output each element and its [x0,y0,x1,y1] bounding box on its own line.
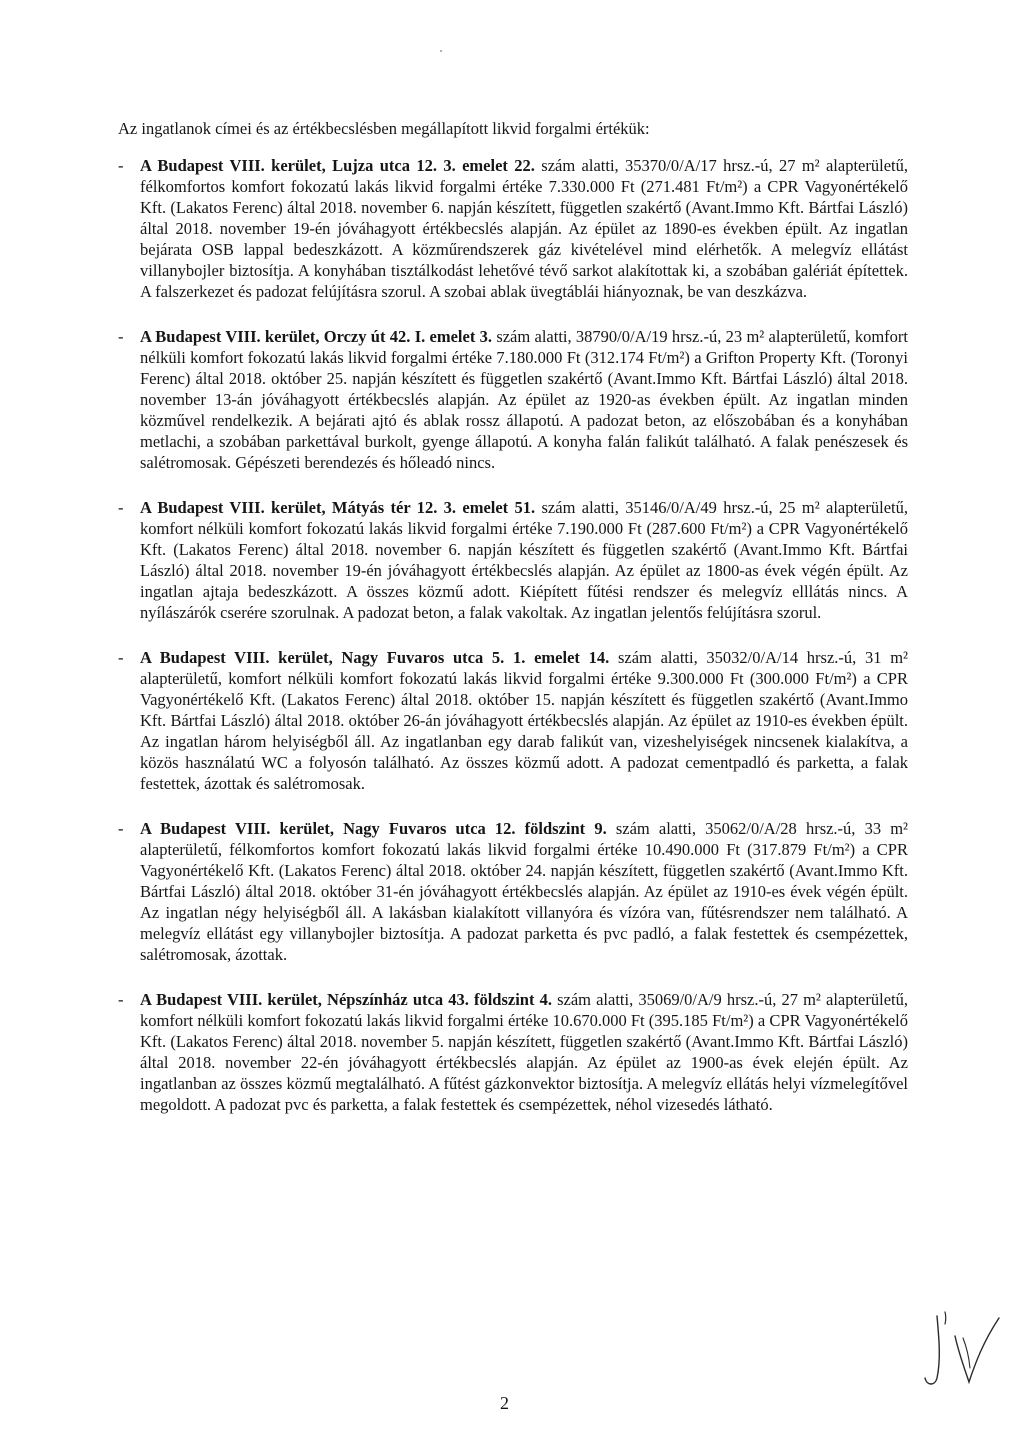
list-dash: - [118,498,124,517]
property-entry-nepszinhaz [118,989,908,1115]
page-number: 2 [500,1393,509,1413]
list-dash: - [118,648,124,667]
property-entry-lujza [118,155,908,302]
property-entry-nagy-fuvaros-12 [118,818,908,965]
property-description: szám alatti, 35032/0/A/14 hrsz.-ú, 31 m² alapterületű, komfort nélküli komfort fokozatú lakás likvid forgalmi értéke 9.300.000 Ft (300.000 Ft/m²) a CPR Vagyonértékelő Kft. (Lakatos Ferenc) által 2018. október 15. napján készített és független szakértő (Avant.Immo Kft. Bártfai László) által 2018. október 26-án jóváhagyott értékbecslés alapján. Az épület az 1910-es években épült. Az ingatlan három helyiségből áll. Az ingatlanban egy darab falikút van, vizeshelyiségek nincsenek kialakítva, a közös használatú WC a folyosón található. Az összes közmű adott. A padozat cementpadló és parketta, a falak festettek, ázottak és salétromosak. [140,648,908,793]
property-description: szám alatti, 35062/0/A/28 hrsz.-ú, 33 m² alapterületű, félkomfortos komfort fokozatú lakás likvid forgalmi értéke 10.490.000 Ft (317.879 Ft/m²) a CPR Vagyonértékelő Kft. (Lakatos Ferenc) által 2018. október 24. napján készített, független szakértő (Avant.Immo Kft. Bártfai László) által 2018. október 31-én jóváhagyott értékbecslés alapján. Az épület az 1910-es évek végén épült. Az ingatlan négy helyiségből áll. A lakásban kialakított villanyóra és vízóra van, fűtésrendszer nem található. A melegvíz ellátást egy villanybojler biztosítja. A padozat parketta és pvc padló, a falak festettek és csempézettek, salétromosak, ázottak. [140,819,908,964]
property-address: A Budapest VIII. kerület, Orczy út 42. I. emelet 3. [140,327,493,346]
signature-icon [915,1308,1015,1390]
property-address: A Budapest VIII. kerület, Népszínház utca 43. földszint 4. [140,990,552,1009]
property-address: A Budapest VIII. kerület, Mátyás tér 12. 3. emelet 51. [140,498,536,517]
list-dash: - [118,156,124,175]
property-entry-matyas [118,497,908,623]
property-address: A Budapest VIII. kerület, Lujza utca 12. 3. emelet 22. [140,156,535,175]
property-description: szám alatti, 35370/0/A/17 hrsz.-ú, 27 m² alapterületű, félkomfortos komfort fokozatú lakás likvid forgalmi értéke 7.330.000 Ft (271.481 Ft/m²) a CPR Vagyonértékelő Kft. (Lakatos Ferenc) által 2018. november 6. napján készített, független szakértő (Avant.Immo Kft. Bártfai László) által 2018. november 19-én jóváhagyott értékbecslés alapján. Az épület az 1890-es években épült. Az ingatlan bejárata OSB lappal bedeszkázott. A közműrendszerek gáz kivételével mind elérhetők. A melegvíz ellátást villanybojler biztosítja. A konyhában tisztálkodást lehetővé tévő sarkot alakítottak ki, a szobában galériát építettek. A falszerkezet és padozat felújításra szorul. A szobai ablak üvegtáblái hiányoznak, be van deszkázva. [140,156,908,301]
property-address: A Budapest VIII. kerület, Nagy Fuvaros utca 12. földszint 9. [140,819,607,838]
property-description: szám alatti, 35146/0/A/49 hrsz.-ú, 25 m² alapterületű, komfort nélküli komfort fokozatú lakás likvid forgalmi értéke 7.190.000 Ft (287.600 Ft/m²) a CPR Vagyonértékelő Kft. (Lakatos Ferenc) által 2018. november 6. napján készített és független szakértő (Avant.Immo Kft. Bártfai László) által 2018. november 19-én jóváhagyott értékbecslés alapján. Az épület az 1800-as évek végén épült. Az ingatlan ajtaja bedeszkázott. A összes közmű adott. Kiépített fűtési rendszer és melegvíz elllátás nincs. A nyílászárók cserére szorulnak. A padozat beton, a falak vakoltak. Az ingatlan jelentős felújításra szorul. [140,498,908,622]
list-dash: - [118,327,124,346]
intro-line: Az ingatlanok címei és az értékbecslésben megállapított likvid forgalmi értékük: [118,119,650,138]
property-address: A Budapest VIII. kerület, Nagy Fuvaros utca 5. 1. emelet 14. [140,648,610,667]
property-description: szám alatti, 38790/0/A/19 hrsz.-ú, 23 m² alapterületű, komfort nélküli komfort fokozatú lakás likvid forgalmi értéke 7.180.000 Ft (312.174 Ft/m²) a Grifton Property Kft. (Toronyi Ferenc) által 2018. október 25. napján készített és független szakértő (Avant.Immo Kft. Bártfai László) által 2018. november 13-án jóváhagyott értékbecslés alapján. Az épület az 1920-as években épült. Az ingatlan minden közművel rendelkezik. A bejárati ajtó és ablak rossz állapotú. A padozat beton, az előszobában és a konyhában metlachi, a szobában parkettával burkolt, gyenge állapotú. A konyha falán falikút található. A falak penészesek és salétromosak. Gépészeti berendezés és hőleadó nincs. [140,327,908,472]
property-entry-nagy-fuvaros-5 [118,647,908,794]
property-description: szám alatti, 35069/0/A/9 hrsz.-ú, 27 m² alapterületű, komfort nélküli komfort fokozatú lakás likvid forgalmi értéke 10.670.000 Ft (395.185 Ft/m²) a CPR Vagyonértékelő Kft. (Lakatos Ferenc) által 2018. november 5. napján készített, független szakértő (Avant.Immo Kft. Bártfai László) által 2018. november 22-én jóváhagyott értékbecslés alapján. Az épület az 1900-as évek elején épült. Az ingatlanban az összes közmű megtalálható. A fűtést gázkonvektor biztosítja. A melegvíz ellátás helyi vízmelegítővel megoldott. A padozat pvc és parketta, a falak festettek és csempézettek, néhol vizesedés látható. [140,990,908,1114]
property-entry-orczy [118,326,908,473]
scan-speck [440,50,442,52]
property-list [118,155,908,1139]
list-dash: - [118,819,124,838]
list-dash: - [118,990,124,1009]
